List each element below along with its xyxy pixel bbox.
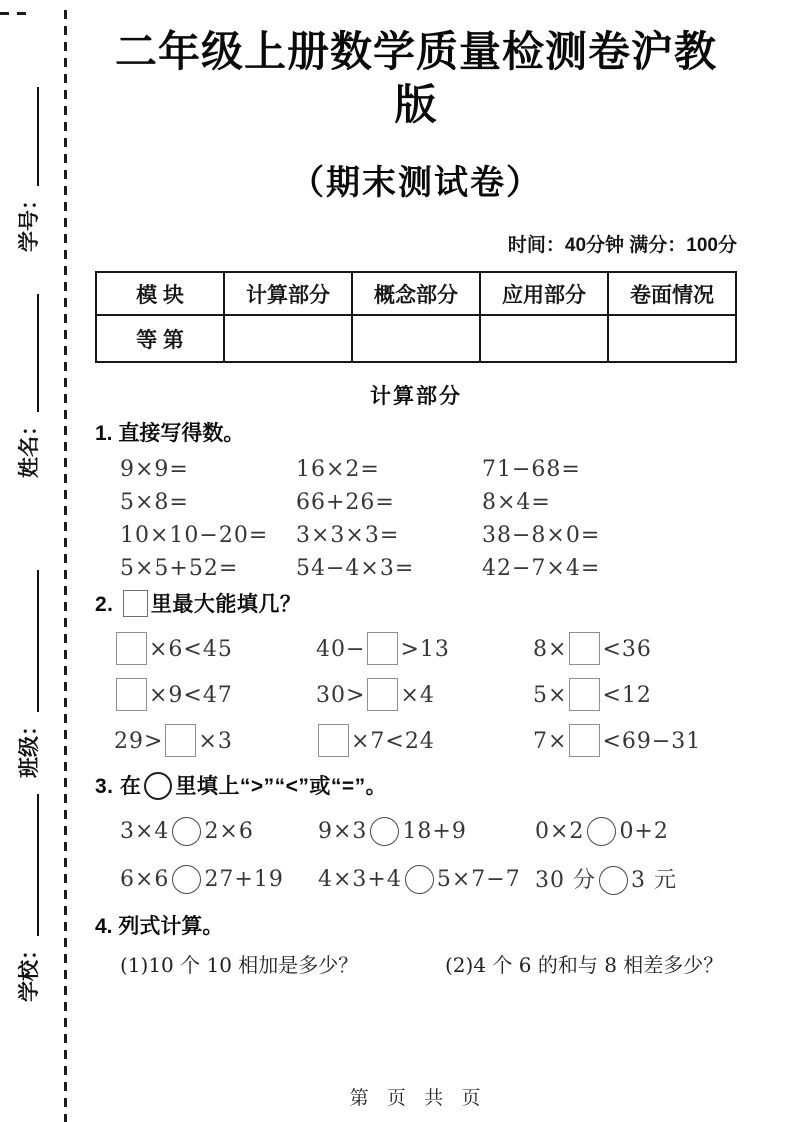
grade-row-label: 等 第 bbox=[96, 315, 224, 362]
expression-text: 2. bbox=[95, 593, 120, 616]
equation-row bbox=[120, 557, 737, 580]
expression-text: >13 bbox=[400, 636, 450, 662]
expression-text: 5×7−7 bbox=[436, 866, 521, 892]
expression-text: 6×6 bbox=[120, 866, 170, 892]
q3-equations bbox=[95, 807, 737, 903]
expression-text: 30> bbox=[316, 682, 366, 708]
field-student-name-label: 姓名： bbox=[18, 415, 41, 478]
equation bbox=[535, 863, 737, 895]
equation bbox=[296, 524, 482, 547]
field-student-id-label: 学号： bbox=[18, 189, 41, 252]
class-fill-line[interactable] bbox=[37, 570, 39, 712]
expression-text: ×6<45 bbox=[149, 636, 233, 662]
expression-text: ×7<24 bbox=[351, 728, 435, 754]
compare-circle[interactable] bbox=[144, 772, 172, 800]
expression-text: 42−7×4= bbox=[482, 556, 601, 581]
expression-text: ×4 bbox=[400, 682, 435, 708]
expression-text: 7× bbox=[533, 728, 568, 754]
expression-text: 里填上“>”“<”或“=”。 bbox=[175, 775, 388, 798]
expression-text: 9×3 bbox=[318, 818, 368, 844]
page-subtitle: （期末测试卷） bbox=[290, 164, 542, 202]
expression-text: <36 bbox=[602, 636, 652, 662]
page-footer: 第 页 共 页 bbox=[349, 1088, 483, 1109]
field-school bbox=[14, 792, 44, 1002]
score-table-grade-row bbox=[96, 315, 736, 362]
compare-circle[interactable] bbox=[599, 866, 628, 895]
expression-text: 5× bbox=[533, 682, 568, 708]
grade-cell-calculation[interactable] bbox=[224, 315, 352, 362]
dashed-cut-line bbox=[64, 10, 67, 1122]
expression-text: 71−68= bbox=[482, 457, 581, 482]
equation bbox=[316, 678, 533, 711]
field-school-label: 学校： bbox=[18, 939, 41, 1002]
equation bbox=[535, 817, 737, 846]
student-id-fill-line[interactable] bbox=[37, 87, 39, 186]
expression-text: 里最大能填几？ bbox=[150, 593, 302, 616]
score-header-calculation: 计算部分 bbox=[224, 272, 352, 315]
score-header-concept: 概念部分 bbox=[352, 272, 480, 315]
compare-circle[interactable] bbox=[405, 865, 434, 894]
expression-text: 30 分 bbox=[535, 868, 596, 893]
equation bbox=[296, 557, 482, 580]
q2-heading bbox=[95, 590, 737, 620]
expression-text: 4×3+4 bbox=[318, 866, 402, 892]
compare-circle[interactable] bbox=[172, 865, 201, 894]
compare-circle[interactable] bbox=[587, 817, 616, 846]
grade-cell-neatness[interactable] bbox=[608, 315, 736, 362]
equation-row bbox=[120, 855, 737, 903]
equation bbox=[114, 724, 316, 757]
answer-box[interactable] bbox=[165, 724, 196, 757]
equation bbox=[533, 724, 737, 757]
equation bbox=[296, 458, 482, 481]
expression-text: 54−4×3= bbox=[296, 556, 415, 581]
section-title-calculation: 计算部分 bbox=[370, 385, 462, 408]
equation bbox=[120, 817, 318, 846]
q1-equations bbox=[95, 458, 737, 580]
expression-text: 66+26= bbox=[296, 490, 395, 515]
equation-row bbox=[120, 458, 737, 481]
expression-text: 40− bbox=[316, 636, 366, 662]
expression-text: 3 元 bbox=[631, 868, 677, 893]
equation bbox=[482, 491, 737, 514]
equation bbox=[533, 678, 737, 711]
answer-box[interactable] bbox=[318, 724, 349, 757]
answer-box[interactable] bbox=[116, 632, 147, 665]
equation bbox=[482, 458, 737, 481]
answer-box[interactable] bbox=[367, 678, 398, 711]
expression-text: 0+2 bbox=[619, 818, 669, 844]
equation bbox=[114, 678, 316, 711]
equation bbox=[120, 865, 318, 894]
equation bbox=[482, 524, 737, 547]
page-title: 二年级上册数学质量检测卷沪教版 bbox=[114, 28, 717, 128]
equation bbox=[296, 491, 482, 514]
exam-time-score-note: 时间：40分钟 满分：100分 bbox=[507, 235, 737, 256]
equation-row bbox=[114, 671, 737, 717]
equation bbox=[120, 458, 296, 481]
score-header-application: 应用部分 bbox=[480, 272, 608, 315]
school-fill-line[interactable] bbox=[37, 794, 39, 936]
score-table-header-row bbox=[96, 272, 736, 315]
expression-text: ×9<47 bbox=[149, 682, 233, 708]
answer-box[interactable] bbox=[116, 678, 147, 711]
equation bbox=[482, 557, 737, 580]
expression-text: 3×4 bbox=[120, 818, 170, 844]
equation bbox=[120, 491, 296, 514]
q4-problem-1: (1)10 个 10 相加是多少？ bbox=[120, 953, 359, 977]
expression-text: 10×10−20= bbox=[120, 523, 269, 548]
answer-box[interactable] bbox=[569, 632, 600, 665]
grade-cell-concept[interactable] bbox=[352, 315, 480, 362]
q1-heading: 1. 直接写得数。 bbox=[95, 422, 245, 445]
q4-heading: 4. 列式计算。 bbox=[95, 915, 224, 938]
expression-text: <69−31 bbox=[602, 728, 702, 754]
expression-text: ×3 bbox=[198, 728, 233, 754]
expression-text: 38−8×0= bbox=[482, 523, 601, 548]
expression-text: 29> bbox=[114, 728, 164, 754]
answer-box[interactable] bbox=[569, 724, 600, 757]
q3-heading bbox=[95, 772, 737, 802]
compare-circle[interactable] bbox=[172, 817, 201, 846]
equation-row bbox=[120, 807, 737, 855]
equation bbox=[120, 557, 296, 580]
score-header-module: 模 块 bbox=[96, 272, 224, 315]
q4-problems bbox=[95, 949, 737, 978]
expression-text: 3. 在 bbox=[95, 775, 142, 798]
paper-content bbox=[95, 0, 737, 978]
equation bbox=[114, 632, 316, 665]
equation bbox=[120, 524, 296, 547]
student-name-fill-line[interactable] bbox=[37, 294, 39, 412]
field-student-name bbox=[14, 292, 44, 478]
expression-text: <12 bbox=[602, 682, 652, 708]
equation bbox=[316, 724, 533, 757]
answer-box[interactable] bbox=[123, 590, 148, 617]
equation-row bbox=[114, 717, 737, 763]
field-class-label: 班级： bbox=[18, 715, 41, 778]
expression-text: 8× bbox=[533, 636, 568, 662]
corner-cut-mark bbox=[0, 12, 30, 15]
score-table bbox=[95, 271, 737, 363]
q2-equations bbox=[95, 625, 737, 763]
grade-cell-application[interactable] bbox=[480, 315, 608, 362]
expression-text: 27+19 bbox=[204, 866, 284, 892]
equation-row bbox=[120, 491, 737, 514]
field-class bbox=[14, 568, 44, 778]
expression-text: 18+9 bbox=[402, 818, 467, 844]
q4-problem-2: (2)4 个 6 的和与 8 相差多少？ bbox=[445, 953, 724, 977]
equation-row bbox=[120, 524, 737, 547]
equation bbox=[318, 865, 535, 894]
score-header-neatness: 卷面情况 bbox=[608, 272, 736, 315]
equation bbox=[533, 632, 737, 665]
expression-text: 3×3×3= bbox=[296, 523, 400, 548]
expression-text: 5×8= bbox=[120, 490, 189, 515]
expression-text: 8×4= bbox=[482, 490, 551, 515]
answer-box[interactable] bbox=[569, 678, 600, 711]
expression-text: 2×6 bbox=[204, 818, 254, 844]
expression-text: 9×9= bbox=[120, 457, 189, 482]
equation-row bbox=[114, 625, 737, 671]
expression-text: 5×5+52= bbox=[120, 556, 239, 581]
compare-circle[interactable] bbox=[370, 817, 399, 846]
expression-text: 0×2 bbox=[535, 818, 585, 844]
equation bbox=[316, 632, 533, 665]
field-student-id bbox=[14, 85, 44, 252]
expression-text: 16×2= bbox=[296, 457, 380, 482]
equation bbox=[318, 817, 535, 846]
answer-box[interactable] bbox=[367, 632, 398, 665]
